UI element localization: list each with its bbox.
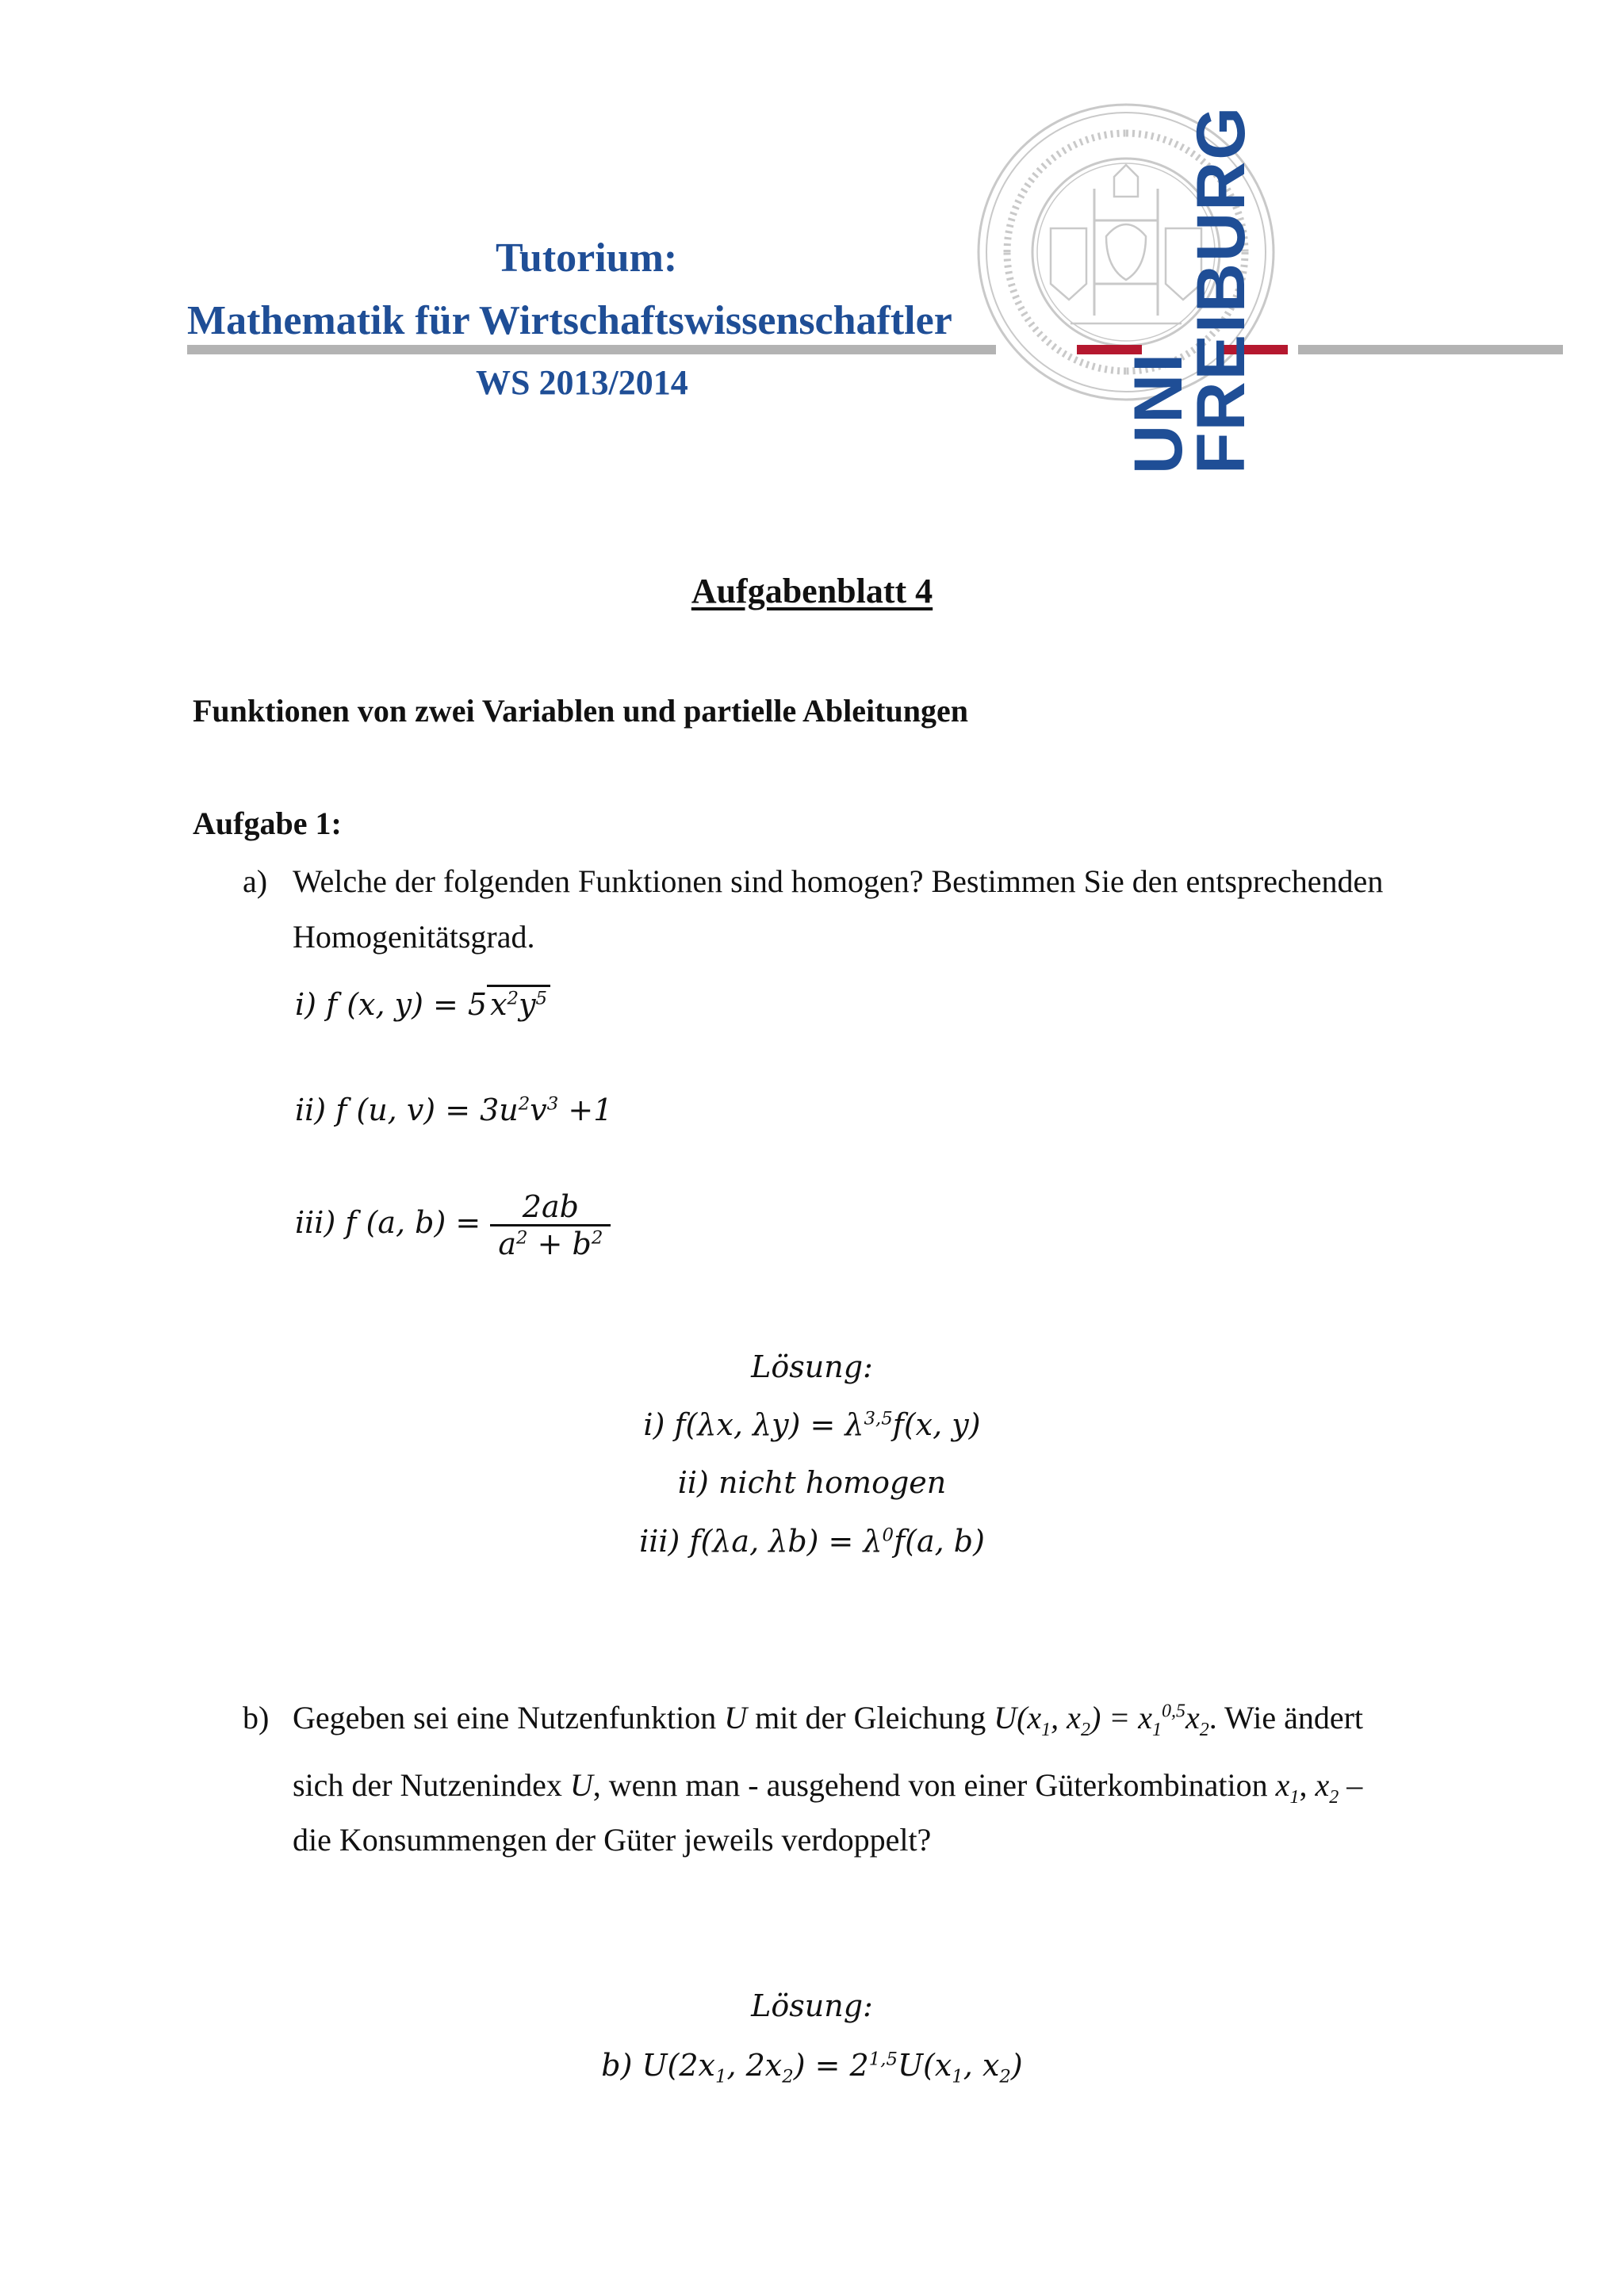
solution-b-label: Lösung:	[751, 1988, 873, 2023]
header-rule-left	[187, 345, 996, 354]
part-b-text-line3: die Konsummengen der Güter jeweils verdoppelt?	[293, 1822, 932, 1858]
solution-a-ii: ii) nicht homogen	[677, 1465, 947, 1500]
solution-a-label: Lösung:	[751, 1349, 873, 1384]
utility-equation: $U(x_1$, $x_2) = x_1^{0,5}x_2$	[994, 1700, 1209, 1740]
topic-heading: Funktionen von zwei Variablen und partielle Ableitungen	[193, 693, 968, 729]
function-i: i) f (x, y) = 5 $x^2y^5$	[295, 987, 550, 1022]
part-b-text-line2: sich der Nutzenindex U, wenn man - ausgehend von einer Güterkombination $x_1$, $x_2$ –	[293, 1767, 1363, 1808]
header	[0, 0, 1624, 492]
solution-a-i: i) f(λx, $\lambda y) = \lambda^{3,5}f(x$, y)	[643, 1407, 981, 1442]
logo-freiburg: FREIBURG	[1183, 105, 1259, 474]
part-a-text-line2: Homogenitätsgrad.	[293, 919, 535, 955]
header-rule-right	[1298, 345, 1563, 354]
part-b-marker: b)	[243, 1700, 270, 1735]
solution-b-equation: b) $U(2x_1$, $2x_2) = 2^{1,5}U(x_1$, $x_2$)	[601, 2048, 1023, 2087]
header-line-course: Mathematik für Wirtschaftswissenschaftler	[187, 298, 952, 343]
sheet-title: Aufgabenblatt 4	[691, 572, 933, 610]
part-a-text-line1: Welche der folgenden Funktionen sind homogen? Bestimmen Sie den entsprechenden	[293, 863, 1384, 899]
solution-a-iii: iii) f(λa, $\lambda b) = \lambda^0f(a$, b)	[639, 1524, 985, 1559]
part-b-text-line1: Gegeben sei eine Nutzenfunktion U mit der Gleichung $U(x_1$, $x_2) = x_1^{0,5}x_2$. Wie ändert	[293, 1700, 1364, 1740]
fraction: $\frac{2ab}{a^2 + b^2}$	[490, 1189, 611, 1261]
function-ii: ii) f (u, $v) = 3u^2v^3 +1$	[295, 1093, 613, 1127]
function-iii: iii) f (a, b) = $\frac{2ab}{a^2 + b^2}$	[295, 1189, 611, 1261]
header-line-semester: WS 2013/2014	[476, 363, 688, 402]
header-line-tutorium: Tutorium:	[496, 235, 678, 281]
sqrt-radicand: $x^2y^5$	[487, 985, 550, 1022]
part-a-marker: a)	[243, 863, 268, 899]
logo-uni: UNI	[1120, 351, 1197, 474]
task-heading: Aufgabe 1:	[193, 806, 342, 841]
